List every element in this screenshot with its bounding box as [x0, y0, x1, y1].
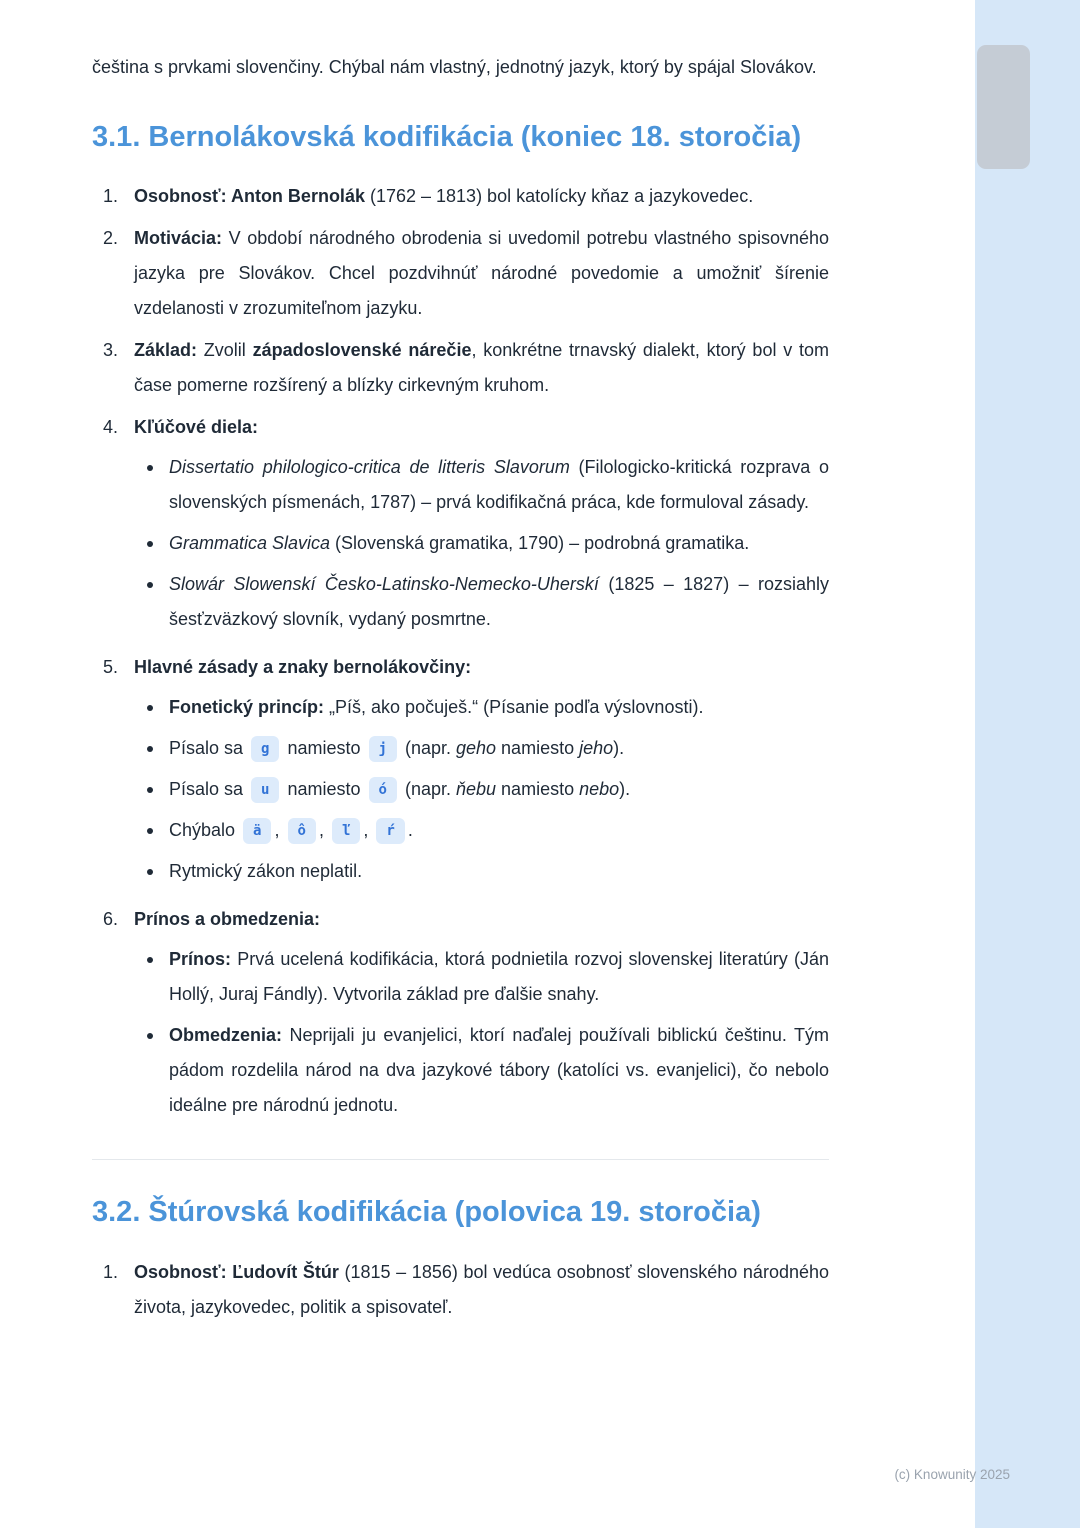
text-segment: ).: [619, 779, 631, 800]
bullet-text: [169, 942, 829, 1012]
text-segment: , konkrétne trnavský dialekt, ktorý bol v tom čase pomerne rozšírený a blízky cirkevným kruhom.: [134, 340, 829, 396]
item-number: 4.: [103, 417, 119, 438]
text-segment: Grammatica Slavica: [169, 533, 331, 554]
text-segment: Základ:: [134, 340, 198, 361]
text-segment: (1815 – 1856) bol vedúca osobnosť slovenského národného života, jazykovedec, politik a spisovateľ.: [134, 1261, 830, 1317]
item-body: [134, 221, 829, 326]
text-segment: Prvá ucelená kodifikácia, ktorá podnietila rozvoj slovenskej literatúry (Ján Hollý, Juraj Fándly). Vytvorila základ pre ďalšie snahy.: [169, 949, 829, 1005]
section-3-1-title: 3.1. Bernolákovská kodifikácia (koniec 18. storočia): [92, 121, 802, 153]
text-segment: .: [407, 820, 413, 841]
text-segment: Rytmický zákon neplatil.: [169, 861, 363, 882]
text-segment: západoslovenské nárečie: [252, 340, 472, 361]
text-segment: Prínos:: [169, 949, 232, 970]
list-item-hlavne-zasady: [103, 650, 829, 895]
bullet-dot-icon: [147, 465, 153, 471]
item-number: 1.: [103, 186, 119, 207]
bullet-dot-icon: [147, 869, 153, 875]
text-segment: Hlavné zásady a znaky bernolákovčiny:: [134, 657, 472, 678]
text-segment: geho: [456, 738, 497, 759]
inline-code-chip: ŕ: [376, 818, 404, 844]
text-segment: Chýbalo: [169, 820, 241, 841]
text-segment: ).: [613, 738, 625, 759]
text-segment: (1762 – 1813) bol katolícky kňaz a jazykovedec.: [364, 186, 754, 207]
text-segment: V období národného obrodenia si uvedomil potrebu vlastného spisovného jazyka pre Slovákov. Chcel pozdvihnúť národné povedomie a umožniť šírenie vzdelanosti v zrozumiteľnom jazyku.: [134, 228, 829, 319]
list-item-osobnost: [103, 179, 829, 214]
bullet-item: [147, 813, 829, 848]
text-segment: Osobnosť: Ľudovít Štúr: [134, 1261, 339, 1282]
bullet-list: [147, 450, 829, 637]
list-item-motivacia: [103, 221, 829, 326]
bullet-text: [169, 854, 362, 889]
bullet-dot-icon: [147, 582, 153, 588]
item-text: [134, 650, 829, 685]
text-segment: Fonetický princíp:: [169, 697, 325, 718]
bullet-text: [169, 813, 413, 848]
bullet-text: [169, 1018, 829, 1123]
inline-code-chip: j: [369, 736, 397, 762]
bullet-list: [147, 942, 829, 1123]
text-segment: namiesto: [282, 738, 366, 759]
section-divider: [92, 1159, 829, 1160]
inline-code-chip: ä: [243, 818, 271, 844]
inline-code-chip: u: [251, 777, 279, 803]
item-text: [134, 333, 829, 403]
bullet-dot-icon: [147, 541, 153, 547]
text-segment: (napr.: [399, 738, 456, 759]
bullet-text: [169, 690, 703, 725]
bullet-item: [147, 567, 829, 637]
list-item-prinos-a-obmedzenia: [103, 902, 829, 1129]
bullet-item: [147, 854, 829, 889]
item-text: [134, 179, 829, 214]
text-segment: (Filologicko-kritická rozprava o slovenských písmenách, 1787) – prvá kodifikačná práca, kde formuloval zásady.: [169, 457, 829, 513]
bullet-item: [147, 450, 829, 520]
item-number: 1.: [103, 1261, 119, 1282]
text-segment: Dissertatio philologico-critica de litteris Slavorum: [169, 457, 570, 478]
text-segment: namiesto: [496, 738, 580, 759]
inline-code-chip: g: [251, 736, 279, 762]
item-body: [134, 410, 829, 643]
text-segment: Motivácia:: [134, 228, 223, 249]
item-text: [134, 410, 829, 445]
item-text: [134, 1255, 829, 1325]
bullet-dot-icon: [147, 957, 153, 963]
bullet-item: [147, 731, 829, 766]
list-item-osobnost-stur: [103, 1255, 829, 1325]
text-segment: Prínos a obmedzenia:: [134, 909, 321, 930]
copyright-footer: (c) Knowunity 2025: [894, 1467, 1010, 1482]
inline-code-chip: ľ: [332, 818, 360, 844]
bullet-item: [147, 526, 829, 561]
text-segment: ,: [274, 820, 285, 841]
text-segment: Neprijali ju evanjelici, ktorí naďalej používali biblickú češtinu. Tým pádom rozdelila národ na dva jazykové tábory (katolíci vs. evanjelici), čo nebolo ideálne pre národnú jednotu.: [169, 1025, 829, 1116]
item-body: [134, 1255, 829, 1325]
bullet-text: [169, 731, 624, 766]
text-segment: ňebu: [456, 779, 497, 800]
bullet-dot-icon: [147, 1033, 153, 1039]
text-segment: Písalo sa: [169, 738, 249, 759]
right-margin-panel: [975, 0, 1080, 1528]
text-segment: Kľúčové diela:: [134, 417, 258, 438]
item-number: 6.: [103, 909, 119, 930]
inline-code-chip: ô: [288, 818, 316, 844]
bullet-text: [169, 450, 829, 520]
text-segment: ,: [318, 820, 329, 841]
section-3-2-list: [103, 1255, 829, 1325]
text-segment: namiesto: [282, 779, 366, 800]
bullet-dot-icon: [147, 828, 153, 834]
bullet-list: [147, 690, 829, 889]
bullet-text: [169, 772, 630, 807]
text-segment: Osobnosť: Anton Bernolák: [134, 186, 365, 207]
item-number: 5.: [103, 657, 119, 678]
bullet-item: [147, 942, 829, 1012]
text-segment: namiesto: [496, 779, 580, 800]
item-text: [134, 902, 829, 937]
bullet-item: [147, 772, 829, 807]
bullet-dot-icon: [147, 746, 153, 752]
text-segment: ,: [363, 820, 374, 841]
document-content: [92, 50, 829, 1332]
scrollbar-thumb[interactable]: [977, 45, 1030, 169]
section-3-1-list: [103, 179, 829, 1129]
list-item-klucove-diela: [103, 410, 829, 643]
text-segment: (napr.: [399, 779, 456, 800]
item-body: [134, 179, 829, 214]
bullet-text: [169, 567, 829, 637]
bullet-item: [147, 1018, 829, 1123]
list-item-zaklad: [103, 333, 829, 403]
bullet-text: [169, 526, 749, 561]
text-segment: Slowár Slowenskí Česko-Latinsko-Nemecko-Uherskí: [169, 574, 599, 595]
text-segment: Zvolil: [197, 340, 253, 361]
section-3-2-title: 3.2. Štúrovská kodifikácia (polovica 19. storočia): [92, 1196, 761, 1229]
bullet-dot-icon: [147, 787, 153, 793]
text-segment: Písalo sa: [169, 779, 249, 800]
text-segment: Obmedzenia:: [169, 1025, 283, 1046]
item-body: [134, 333, 829, 403]
text-segment: jeho: [579, 738, 614, 759]
intro-paragraph: [92, 50, 829, 85]
item-body: [134, 650, 829, 895]
text-segment: čeština s prvkami slovenčiny. Chýbal nám vlastný, jednotný jazyk, ktorý by spájal Slovákov.: [92, 57, 817, 77]
inline-code-chip: ó: [369, 777, 397, 803]
text-segment: „Píš, ako počuješ.“ (Písanie podľa výslovnosti).: [324, 697, 704, 718]
item-number: 2.: [103, 228, 119, 249]
item-body: [134, 902, 829, 1129]
text-segment: (Slovenská gramatika, 1790) – podrobná gramatika.: [330, 533, 750, 554]
item-text: [134, 221, 829, 326]
text-segment: nebo: [579, 779, 620, 800]
item-number: 3.: [103, 340, 119, 361]
bullet-item: [147, 690, 829, 725]
text-segment: (1825 – 1827) – rozsiahly šesťzväzkový slovník, vydaný posmrtne.: [169, 574, 830, 630]
bullet-dot-icon: [147, 705, 153, 711]
